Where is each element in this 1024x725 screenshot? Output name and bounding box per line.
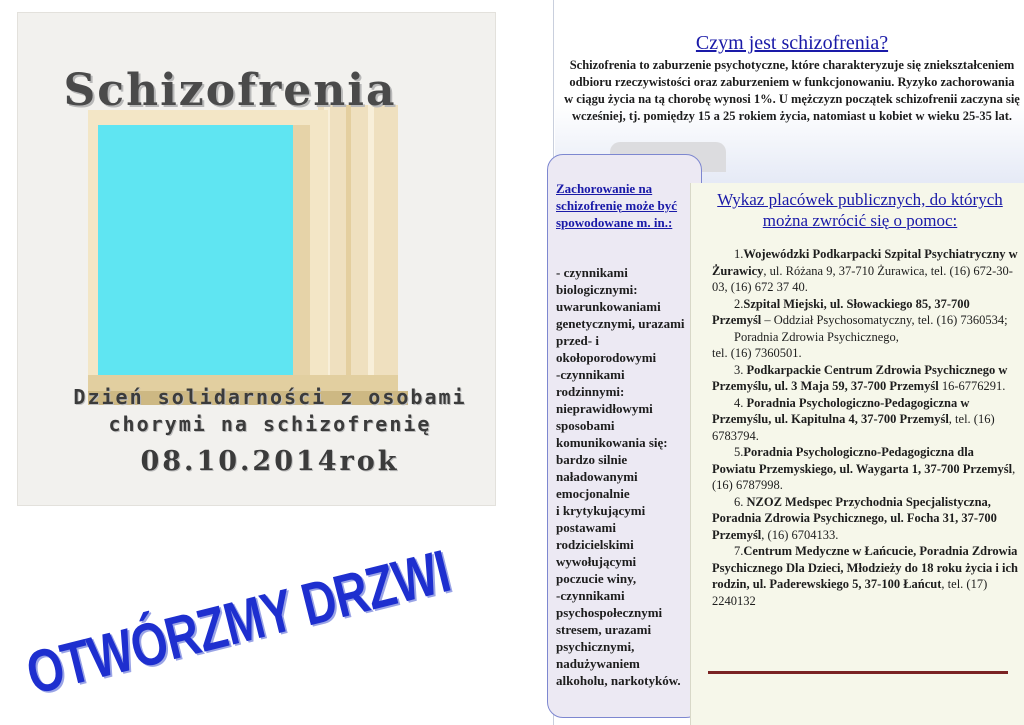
door-glass	[98, 125, 310, 375]
event-line-1: Dzień solidarności z osobami	[73, 385, 467, 409]
event-date: 08.10.2014rok	[140, 446, 400, 477]
cover-title: Schizofrenia	[63, 65, 397, 116]
facilities-title: Wykaz placówek publicznych, do których można zwrócić się o pomoc:	[717, 190, 1003, 230]
event-line-2: chorymi na schizofrenię	[108, 412, 432, 436]
slogan: OTWÓRZMY DRZWI	[19, 537, 457, 708]
facility-entry: 1.Wojewódzki Podkarpacki Szpital Psychiatryczny w Żurawicy, ul. Różana 9, 37-710 Żurawica, tel. (16) 672-30-03, (16) 672 37 40.	[712, 247, 1018, 294]
facility-entry: 7.Centrum Medyczne w Łańcucie, Poradnia Zdrowia Psychicznego Dla Dzieci, Młodzieży do 18 roku życia i ich rodzin, ul. Paderewskiego 5, 37-100 Łańcut, tel. (17) 2240132	[712, 544, 1018, 608]
facility-entry: 4. Poradnia Psychologiczno-Pedagogiczna w Przemyślu, ul. Kapitulna 4, 37-700 Przemyśl, tel. (16) 6783794.	[712, 395, 995, 443]
causes-heading: Zachorowanie na schizofrenię może być spowodowane m. in.:	[556, 181, 678, 230]
causes-text: - czynnikami biologicznymi: uwarunkowaniami genetycznymi, urazami przed- i okołoporodowymi -czynnikami rodzinnymi: nieprawidłowymi sposobami komunikowania się: bardzo silnie naładowanymi emocjonalnie i krytykującymi postawami rodzicielskimi wywołującymi poczucie winy, -czynnikami psychospołecznymi stresem, urazami psychicznymi, nadużywaniem alkoholu, narkotyków.	[556, 265, 685, 688]
list-rule-line	[708, 671, 1008, 674]
facility-entry: 3. Podkarpackie Centrum Zdrowia Psychicznego w Przemyślu, ul. 3 Maja 59, 37-700 Przemyśl 16-6776291.	[712, 362, 1008, 393]
intro-title: Czym jest schizofrenia?	[695, 32, 889, 54]
facility-entry: 2.Szpital Miejski, ul. Słowackiego 85, 37-700 Przemyśl – Oddział Psychosomatyczny, tel. (16) 7360534; Poradnia Zdrowia Psychicznego, tel. (16) 7360501.	[712, 296, 1008, 360]
facility-entry: 6. NZOZ Medspec Przychodnia Specjalistyczna, Poradnia Zdrowia Psychicznego, ul. Focha 31, 37-700 Przemyśl, (16) 6704133.	[712, 494, 997, 542]
intro-text: Schizofrenia to zaburzenie psychotyczne, które charakteryzuje się zniekształceniem odbioru rzeczywistości oraz zaburzeniem w funkcjonowaniu. Ryzyko zachorowania w ciągu życia na tą chorobę wynosi 1%. U mężczyzn początek schizofrenii zaczyna się wcześniej, tj. pomiędzy 15 a 25 rokiem życia, natomiast u kobiet w wieku 25-35 lat.	[564, 58, 1020, 123]
facilities-list	[712, 246, 1018, 609]
facility-entry: 5.Poradnia Psychologiczno-Pedagogiczna dla Powiatu Przemyskiego, ul. Waygarta 1, 37-700 Przemyśl, (16) 6787998.	[712, 445, 1016, 492]
